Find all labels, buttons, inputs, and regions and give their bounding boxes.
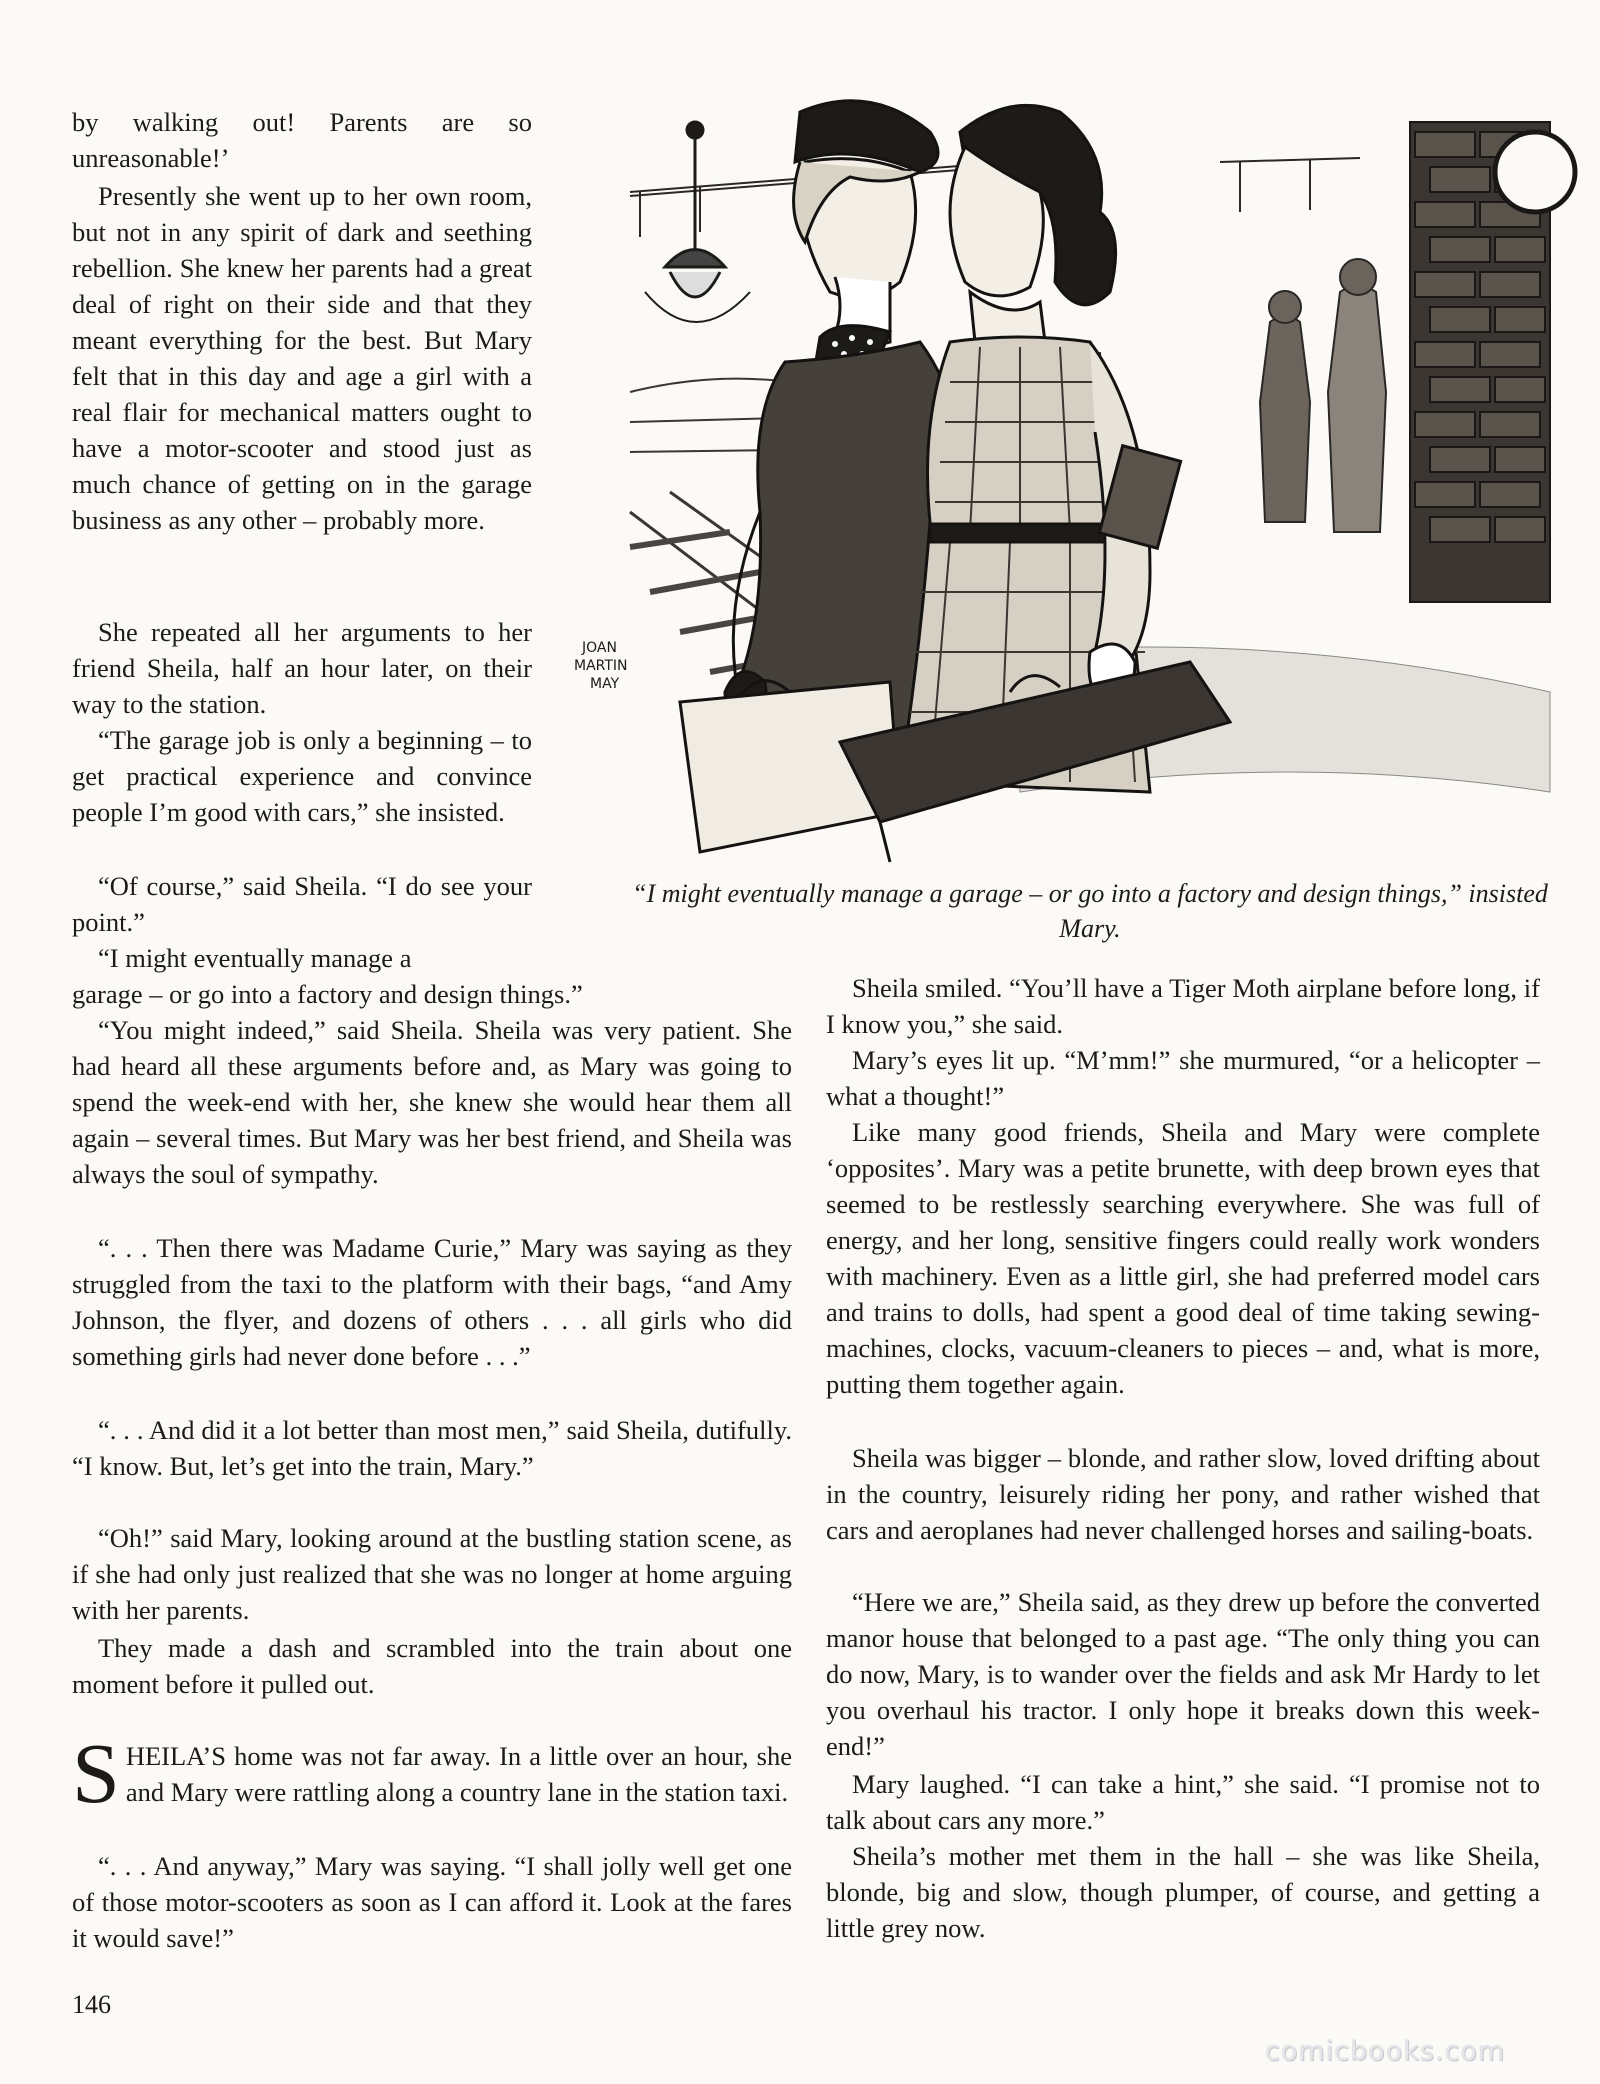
left-para-11: They made a dash and scrambled into the train about one moment before it pulled out.	[72, 1633, 792, 1699]
left-para-1: by walking out! Parents are so unreasonable!’	[72, 107, 532, 173]
left-para-13: “. . . And anyway,” Mary was saying. “I shall jolly well get one of those motor-scooters as soon as I can afford it. Look at the fares it would save!”	[72, 1851, 792, 1953]
right-para-1: Sheila smiled. “You’ll have a Tiger Moth airplane before long, if I know you,” she said.	[826, 973, 1540, 1039]
lamp-icon	[645, 122, 750, 322]
two-girls-at-station-illustration	[574, 92, 1560, 882]
brick-wall	[1410, 122, 1575, 602]
svg-text:MARTIN: MARTIN	[574, 658, 628, 674]
drop-cap: S	[72, 1725, 120, 1821]
left-para-6b: garage – or go into a factory and design things.”	[72, 979, 583, 1009]
left-para-12	[72, 1725, 792, 1821]
left-para-5: “Of course,” said Sheila. “I do see your point.”	[72, 871, 532, 937]
left-para-3: She repeated all her arguments to her friend Sheila, half an hour later, on their way to the station.	[72, 617, 532, 719]
left-para-2: Presently she went up to her own room, but not in any spirit of dark and seething rebellion. She knew her parents had a great deal of right on their side and that they meant everything for the best. But Mary felt that in this day and age a girl with a real flair for mechanical matters ought to have a motor-scooter and stood just as much chance of getting on in the garage business as any other – probably more.	[72, 181, 532, 535]
right-para-4: Sheila was bigger – blonde, and rather slow, loved drifting about in the country, leisurely riding her pony, and rather wished that cars and aeroplanes had never challenged horses and sailing-boats.	[826, 1443, 1540, 1545]
left-para-10: “Oh!” said Mary, looking around at the bustling station scene, as if she had only just realized that she was no longer at home arguing with her parents.	[72, 1523, 792, 1625]
right-para-6: Mary laughed. “I can take a hint,” she said. “I promise not to talk about cars any more.”	[826, 1769, 1540, 1835]
svg-text:MAY: MAY	[590, 676, 620, 692]
right-para-3: Like many good friends, Sheila and Mary were complete ‘opposites’. Mary was a petite brunette, with deep brown eyes that seemed to be restlessly searching everywhere. She was full of energy, and her long, sensitive fingers could really work wonders with machinery. Even as a little girl, she had preferred model cars and trains to dolls, had spent a good deal of time taking sewing-machines, clocks, vacuum-cleaners to pieces – and, what is more, putting them together again.	[826, 1117, 1540, 1399]
watermark: comicbooks.com	[1265, 2036, 1506, 2067]
left-para-6a: “I might eventually manage a	[98, 943, 412, 973]
page-number: 146	[72, 1990, 111, 2019]
left-para-12-text: HEILA’S home was not far away. In a little over an hour, she and Mary were rattling along a country lane in the station taxi.	[125, 1741, 792, 1807]
left-para-7: “You might indeed,” said Sheila. Sheila was very patient. She had heard all these arguments before and, as Mary was going to spend the week-end with her, she knew she would hear them all again – several times. But Mary was her best friend, and Sheila was always the soul of sympathy.	[72, 1015, 792, 1189]
right-para-2: Mary’s eyes lit up. “M’mm!” she murmured, “or a helicopter – what a thought!”	[826, 1045, 1540, 1111]
svg-text:JOAN: JOAN	[582, 640, 617, 656]
illustration-caption: “I might eventually manage a garage – or go into a factory and design things,” insisted Mary.	[632, 879, 1548, 943]
artist-signature	[574, 640, 628, 692]
left-para-9: “. . . And did it a lot better than most men,” said Sheila, dutifully. “I know. But, let’s get into the train, Mary.”	[72, 1415, 792, 1481]
right-para-5: “Here we are,” Sheila said, as they drew up before the converted manor house that belonged to a past age. “The only thing you can do now, Mary, is to wander over the fields and ask Mr Hardy to let you overhaul his tractor. I only hope it breaks down this week-end!”	[826, 1587, 1540, 1761]
left-para-8: “. . . Then there was Madame Curie,” Mary was saying as they struggled from the taxi to the platform with their bags, “and Amy Johnson, the flyer, and dozens of others . . . all girls who did something girls had never done before . . .”	[72, 1233, 792, 1371]
right-para-7: Sheila’s mother met them in the hall – she was like Sheila, blonde, big and slow, though plumper, of course, and getting a little grey now.	[826, 1841, 1540, 1943]
left-para-4: “The garage job is only a beginning – to get practical experience and convince people I’m good with cars,” she insisted.	[72, 725, 532, 827]
